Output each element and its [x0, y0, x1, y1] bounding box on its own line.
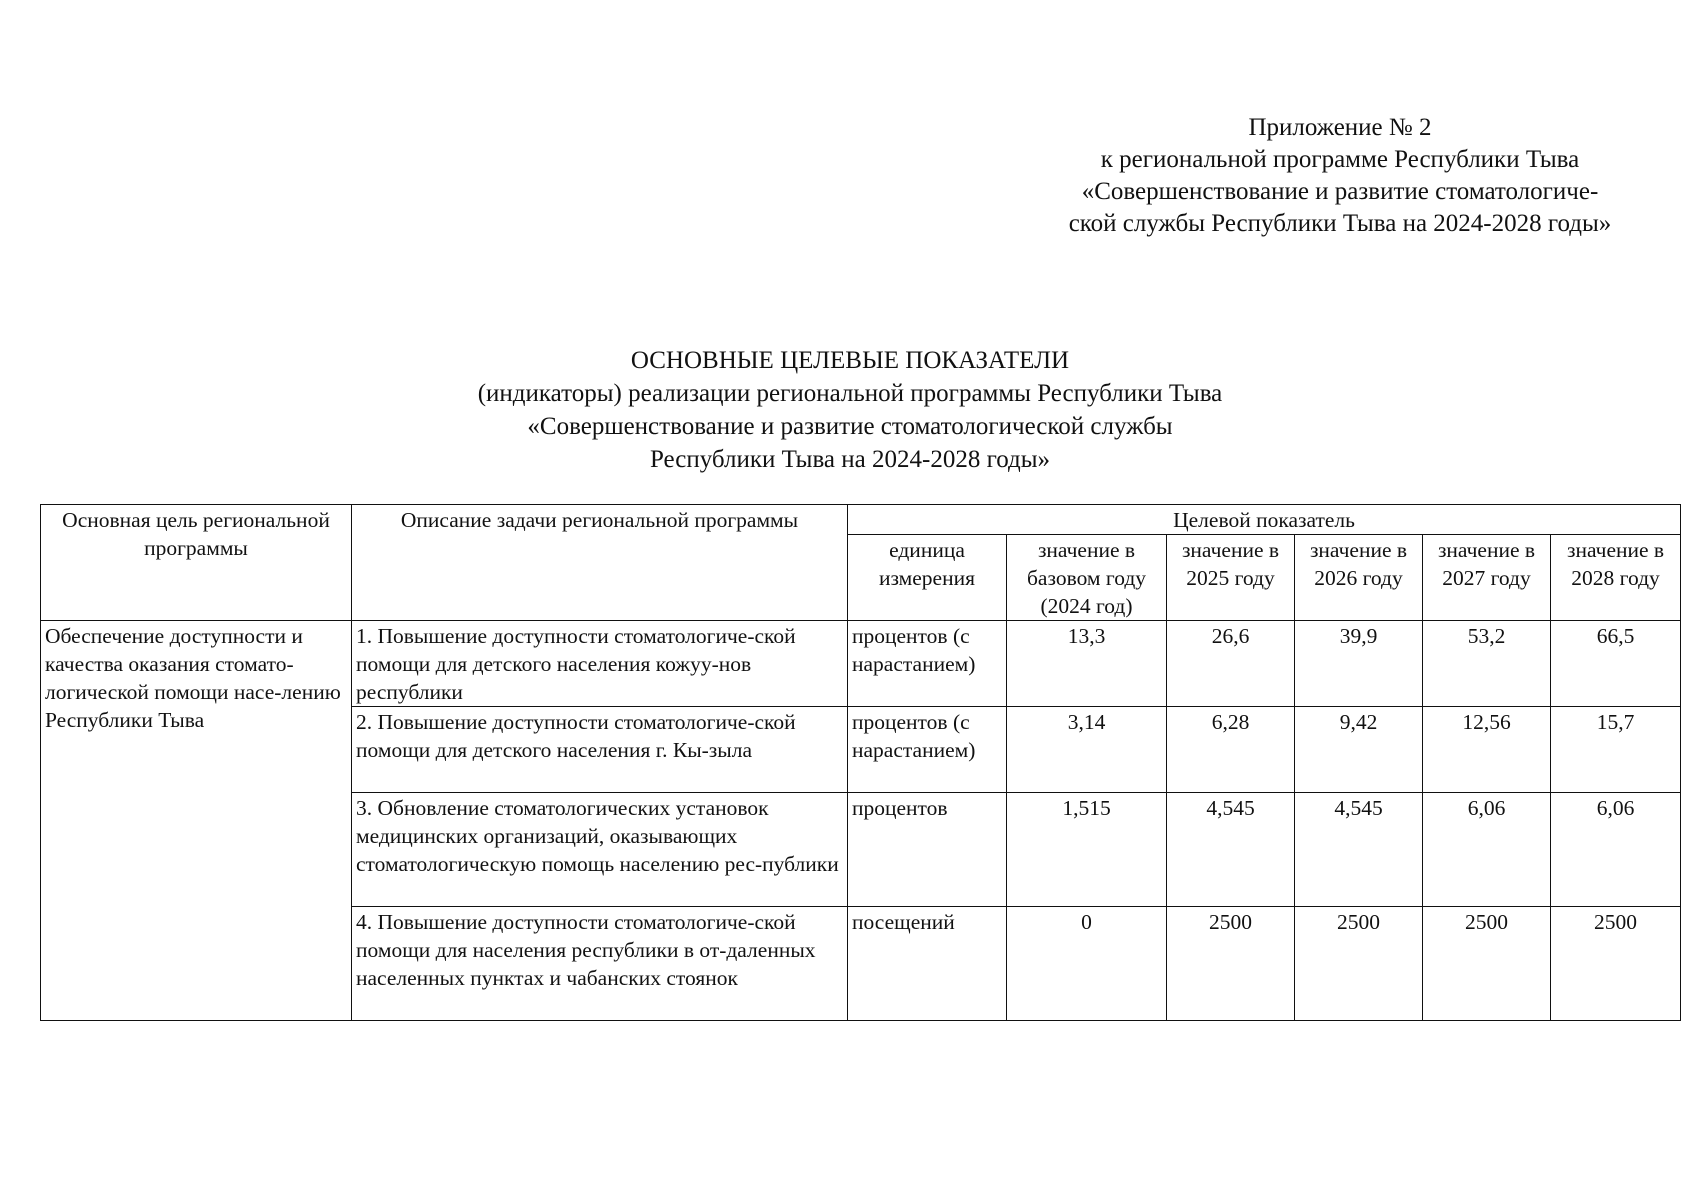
title-line: (индикаторы) реализации региональной программы Республики Тыва — [477, 380, 1223, 407]
unit-cell: процентов (с нарастанием) — [848, 621, 1007, 707]
value-2026-cell: 2500 — [1295, 907, 1423, 1021]
header-goal: Основная цель региональной программы — [41, 505, 352, 621]
value-2025-cell: 6,28 — [1167, 707, 1295, 793]
value-2026-cell: 4,545 — [1295, 793, 1423, 907]
header-target-indicator: Целевой показатель — [848, 505, 1681, 535]
appendix-line: Приложение № 2 — [1248, 114, 1432, 141]
appendix-line: к региональной программе Республики Тыва — [1100, 146, 1580, 173]
appendix-line: «Совершенствование и развитие стоматологиче- — [1081, 178, 1599, 205]
table-row — [41, 621, 1681, 707]
header-2027: значение в 2027 году — [1423, 535, 1551, 621]
header-unit: единица измерения — [848, 535, 1007, 621]
title-line: «Совершенствование и развитие стоматологической службы — [527, 413, 1173, 440]
target-indicators-table — [40, 504, 1681, 1021]
base-value-cell: 1,515 — [1007, 793, 1167, 907]
value-2028-cell: 2500 — [1551, 907, 1681, 1021]
value-2025-cell: 2500 — [1167, 907, 1295, 1021]
task-cell: 2. Повышение доступности стоматологиче-ской помощи для детского населения г. Кы-зыла — [352, 707, 848, 793]
header-task: Описание задачи региональной программы — [352, 505, 848, 621]
header-base-year: значение в базовом году (2024 год) — [1007, 535, 1167, 621]
unit-cell: посещений — [848, 907, 1007, 1021]
header-2028: значение в 2028 году — [1551, 535, 1681, 621]
value-2028-cell: 66,5 — [1551, 621, 1681, 707]
task-cell: 4. Повышение доступности стоматологиче-ской помощи для населения республики в от-даленных населенных пунктах и чабанских стоянок — [352, 907, 848, 1021]
base-value-cell: 3,14 — [1007, 707, 1167, 793]
value-2027-cell: 6,06 — [1423, 793, 1551, 907]
appendix-line: ской службы Республики Тыва на 2024-2028 годы» — [1068, 210, 1612, 237]
title-line: Республики Тыва на 2024-2028 годы» — [649, 446, 1051, 473]
title-line: ОСНОВНЫЕ ЦЕЛЕВЫЕ ПОКАЗАТЕЛИ — [630, 347, 1070, 374]
task-cell: 3. Обновление стоматологических установок медицинских организаций, оказывающих стоматологическую помощь населению рес-публики — [352, 793, 848, 907]
header-2025: значение в 2025 году — [1167, 535, 1295, 621]
value-2028-cell: 6,06 — [1551, 793, 1681, 907]
goal-cell: Обеспечение доступности и качества оказания стомато-логической помощи насе-лению Республики Тыва — [41, 621, 352, 1021]
header-2026: значение в 2026 году — [1295, 535, 1423, 621]
document-title — [300, 344, 1400, 476]
value-2027-cell: 12,56 — [1423, 707, 1551, 793]
task-cell: 1. Повышение доступности стоматологиче-ской помощи для детского населения кожуу-нов республики — [352, 621, 848, 707]
value-2026-cell: 9,42 — [1295, 707, 1423, 793]
value-2025-cell: 26,6 — [1167, 621, 1295, 707]
value-2025-cell: 4,545 — [1167, 793, 1295, 907]
base-value-cell: 13,3 — [1007, 621, 1167, 707]
unit-cell: процентов (с нарастанием) — [848, 707, 1007, 793]
value-2026-cell: 39,9 — [1295, 621, 1423, 707]
value-2027-cell: 2500 — [1423, 907, 1551, 1021]
table-header-row — [41, 505, 1681, 535]
value-2027-cell: 53,2 — [1423, 621, 1551, 707]
value-2028-cell: 15,7 — [1551, 707, 1681, 793]
unit-cell: процентов — [848, 793, 1007, 907]
appendix-caption — [1000, 112, 1680, 240]
base-value-cell: 0 — [1007, 907, 1167, 1021]
